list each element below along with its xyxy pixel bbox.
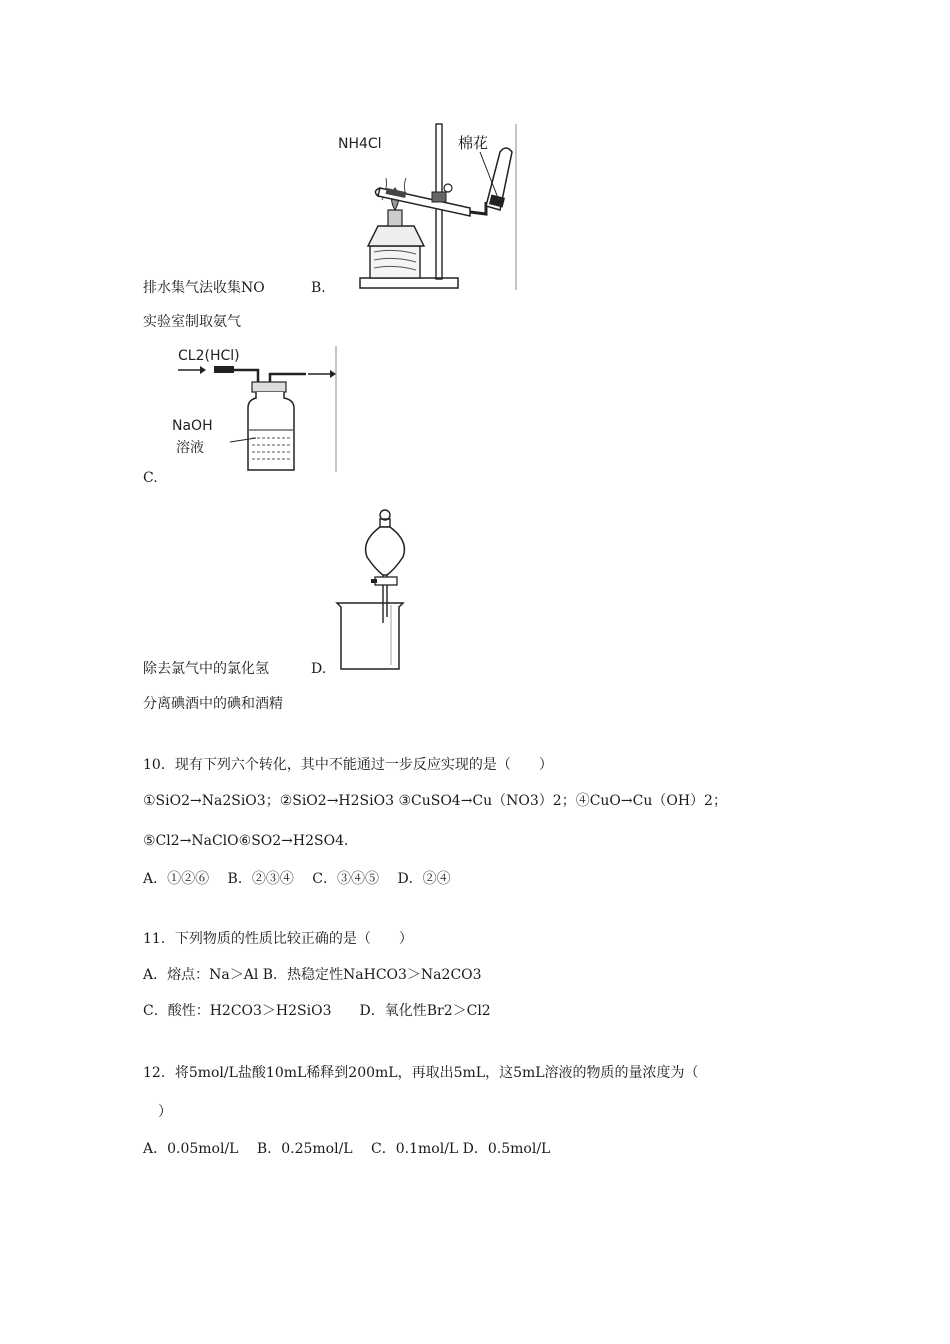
q10-items-line1: ①SiO2→Na2SiO3；②SiO2→H2SiO3 ③CuSO4→Cu（NO3）2；④CuO→Cu（OH）2； xyxy=(143,793,727,809)
q12-stem-cont: ） xyxy=(158,1104,172,1120)
naoh-label: NaOH xyxy=(172,418,213,434)
option-c-label: C. xyxy=(143,470,158,486)
nh4cl-label: NH4Cl xyxy=(338,136,382,152)
q11-stem: 11．下列物质的性质比较正确的是（ ） xyxy=(143,931,413,947)
option-d-label: D. xyxy=(311,661,327,677)
q11-line2: C．酸性：H2CO3＞H2SiO3 D．氧化性Br2＞Cl2 xyxy=(143,1003,491,1019)
q11-line1: A．熔点：Na＞Al B．热稳定性NaHCO3＞Na2CO3 xyxy=(143,967,482,983)
option-b-caption: 实验室制取氨气 xyxy=(143,314,241,330)
solution-label: 溶液 xyxy=(176,440,204,456)
option-b-label: B. xyxy=(311,280,326,296)
q10-options: A．①②⑥ B．②③④ C．③④⑤ D．②④ xyxy=(143,871,451,887)
figure-ammonia-apparatus xyxy=(330,118,530,298)
q12-stem: 12．将5mol/L盐酸10mL稀释到200mL，再取出5mL，这5mL溶液的物质的量浓度为（ xyxy=(143,1065,699,1081)
gas-label: CL2(HCl) xyxy=(178,348,240,364)
option-a-caption: 排水集气法收集NO xyxy=(143,280,265,296)
option-c-caption: 除去氯气中的氯化氢 xyxy=(143,661,269,677)
cotton-label: 棉花 xyxy=(458,134,489,152)
q10-stem: 10．现有下列六个转化，其中不能通过一步反应实现的是（ ） xyxy=(143,757,553,773)
figure-separatory-funnel xyxy=(333,505,413,675)
option-d-caption: 分离碘酒中的碘和酒精 xyxy=(143,696,283,712)
figure-gas-washing-bottle xyxy=(170,342,345,477)
q10-items-line2: ⑤Cl2→NaClO⑥SO2→H2SO4． xyxy=(143,833,358,849)
q12-options: A．0.05mol/L B．0.25mol/L C．0.1mol/L D．0.5mol/L xyxy=(143,1141,551,1157)
